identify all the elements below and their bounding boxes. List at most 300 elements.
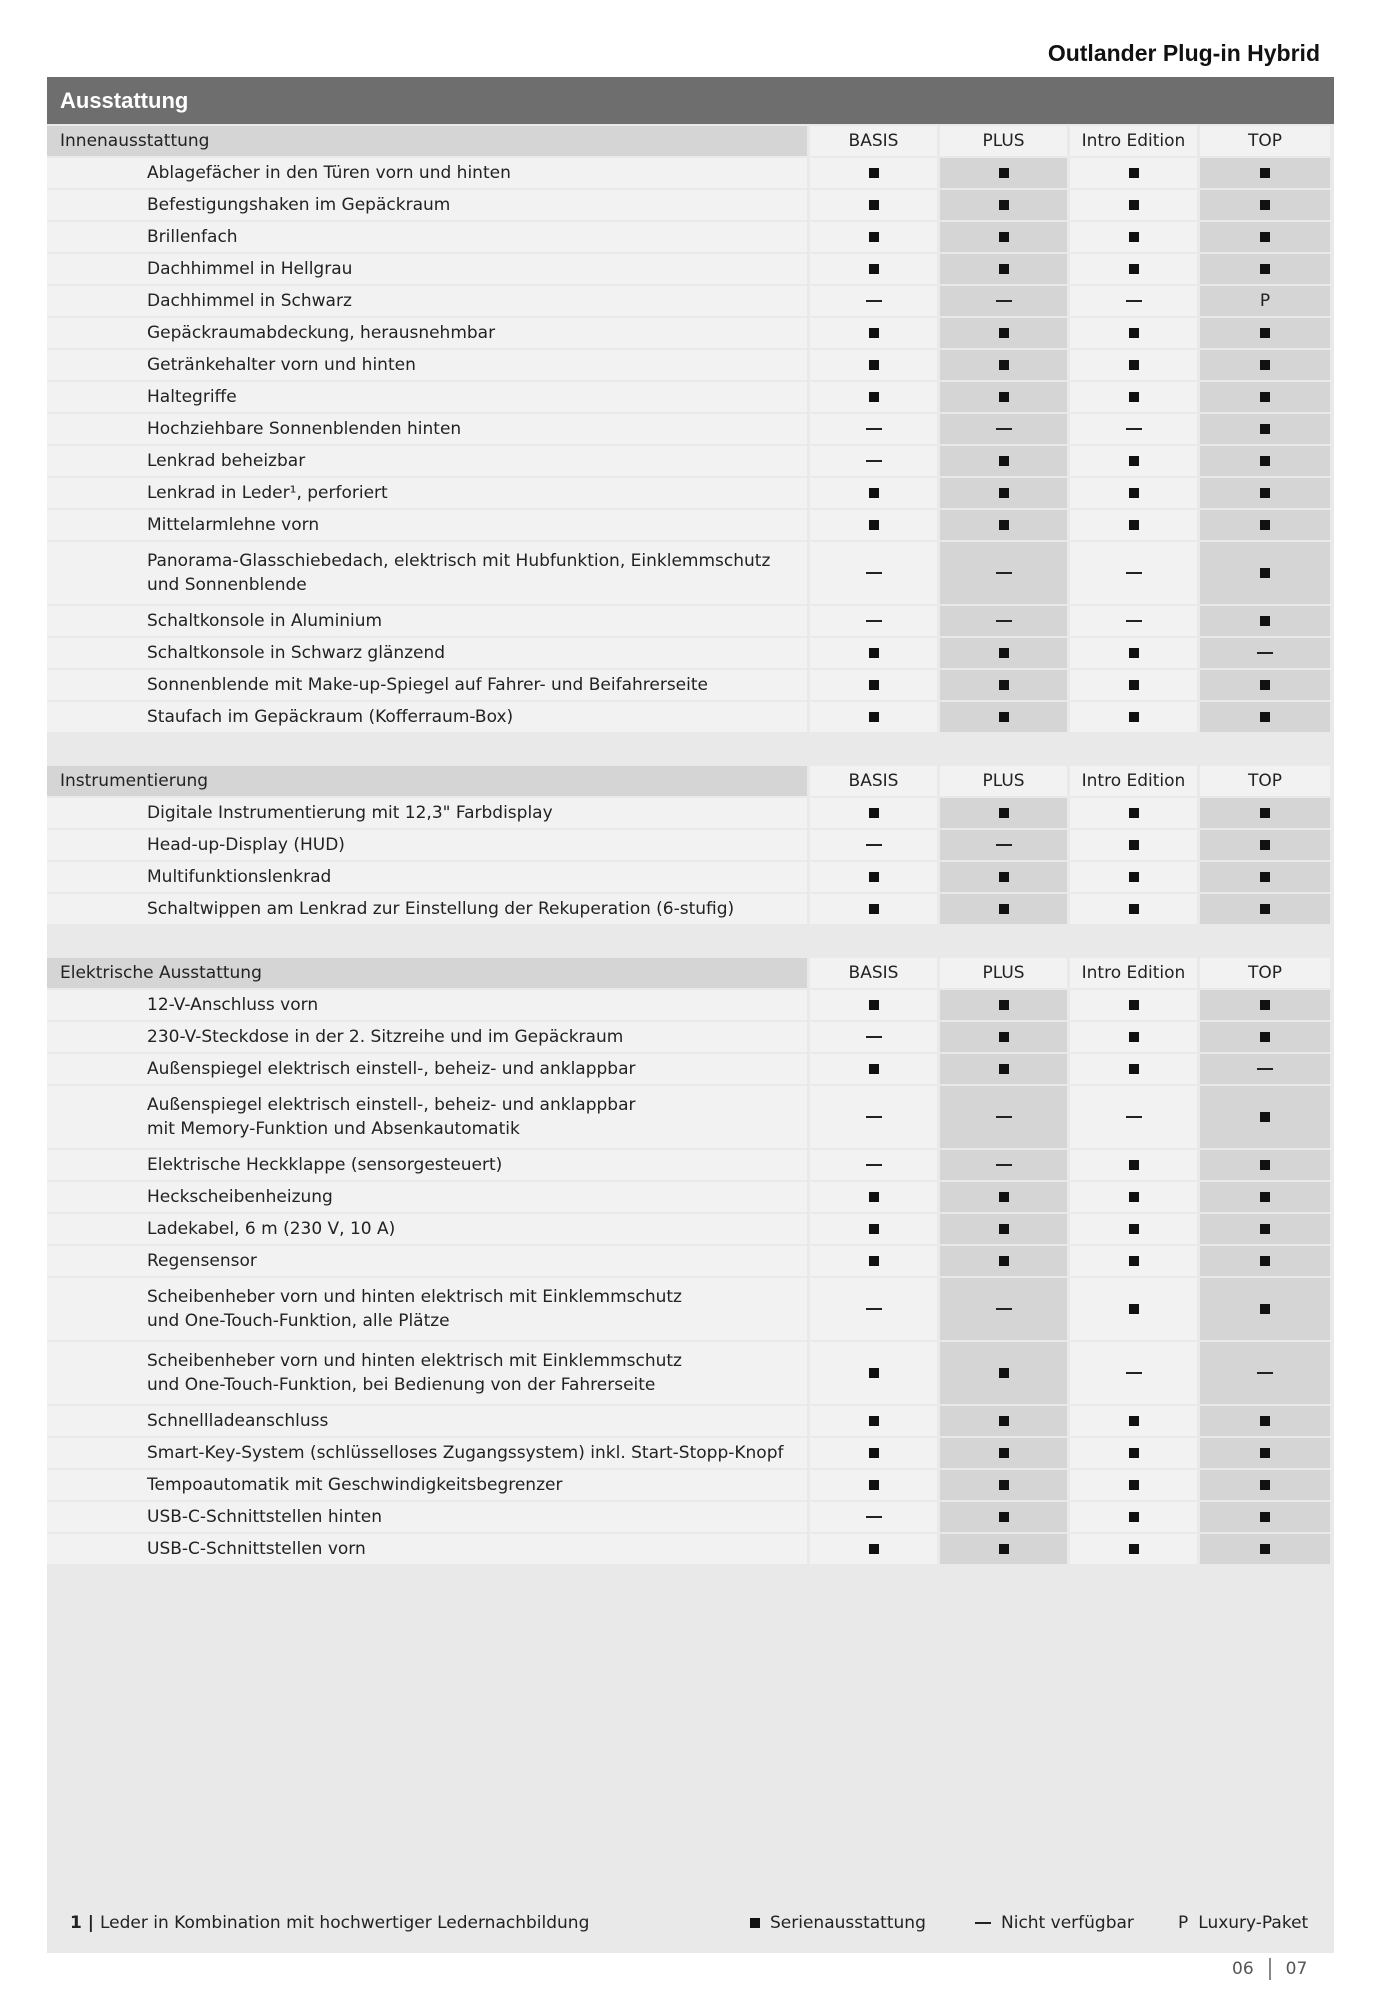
feature-label — [47, 1150, 807, 1180]
column-header: Intro Edition — [1070, 958, 1197, 988]
feature-label — [47, 1406, 807, 1436]
standard-square-icon — [999, 360, 1009, 370]
availability-cell — [1070, 1022, 1197, 1052]
availability-cell — [940, 446, 1067, 476]
availability-cell — [1200, 286, 1330, 316]
availability-cell — [940, 638, 1067, 668]
feature-label-line: Schaltkonsole in Schwarz glänzend — [147, 643, 446, 663]
availability-cell — [810, 254, 937, 284]
availability-cell — [1200, 382, 1330, 412]
table-row — [47, 1438, 1334, 1468]
availability-cell — [940, 1054, 1067, 1084]
standard-square-icon — [1260, 1000, 1270, 1010]
table-row — [47, 414, 1334, 444]
not-available-dash-icon — [996, 844, 1012, 846]
standard-square-icon — [1260, 680, 1270, 690]
availability-cell — [940, 1278, 1067, 1340]
feature-label — [47, 1086, 807, 1148]
feature-label — [47, 286, 807, 316]
availability-cell — [1070, 1086, 1197, 1148]
availability-cell — [940, 478, 1067, 508]
availability-cell — [1070, 702, 1197, 732]
standard-square-icon — [869, 520, 879, 530]
not-available-dash-icon — [1126, 572, 1142, 574]
feature-label — [47, 1502, 807, 1532]
standard-square-icon — [1260, 424, 1270, 434]
panel-title: Ausstattung — [47, 77, 1334, 124]
feature-label-line: Haltegriffe — [147, 387, 237, 407]
not-available-dash-icon — [996, 300, 1012, 302]
feature-label-line: USB-C-Schnittstellen hinten — [147, 1507, 383, 1527]
standard-square-icon — [1260, 1256, 1270, 1266]
availability-cell — [810, 1022, 937, 1052]
standard-square-icon — [1129, 1160, 1139, 1170]
availability-cell — [1070, 670, 1197, 700]
standard-square-icon — [1260, 1304, 1270, 1314]
not-available-dash-icon — [996, 428, 1012, 430]
availability-cell — [810, 350, 937, 380]
table-row — [47, 606, 1334, 636]
feature-label — [47, 1214, 807, 1244]
availability-cell — [1200, 1182, 1330, 1212]
table-row — [47, 190, 1334, 220]
table-row — [47, 1150, 1334, 1180]
standard-square-icon — [999, 1544, 1009, 1554]
standard-square-icon — [1129, 1416, 1139, 1426]
availability-cell — [1070, 990, 1197, 1020]
standard-square-icon — [1260, 232, 1270, 242]
table-row — [47, 1278, 1334, 1340]
availability-cell — [940, 350, 1067, 380]
standard-square-icon — [1260, 488, 1270, 498]
standard-square-icon — [1260, 904, 1270, 914]
feature-label — [47, 798, 807, 828]
availability-cell — [1070, 1278, 1197, 1340]
standard-square-icon — [999, 232, 1009, 242]
standard-square-icon — [1260, 456, 1270, 466]
table-row — [47, 382, 1334, 412]
feature-label-line: Elektrische Heckklappe (sensorgesteuert) — [147, 1155, 503, 1175]
standard-square-icon — [1260, 1512, 1270, 1522]
feature-label — [47, 1534, 807, 1564]
standard-square-icon — [1129, 488, 1139, 498]
standard-square-icon — [1129, 1256, 1139, 1266]
feature-label — [47, 990, 807, 1020]
standard-square-icon — [1129, 168, 1139, 178]
feature-label-line: Außenspiegel elektrisch einstell-, beheiz- und anklappbar — [147, 1059, 636, 1079]
standard-square-icon — [869, 808, 879, 818]
standard-square-icon — [999, 1512, 1009, 1522]
standard-square-icon — [999, 488, 1009, 498]
feature-label-line: Lenkrad in Leder¹, perforiert — [147, 483, 388, 503]
feature-label-line: Ladekabel, 6 m (230 V, 10 A) — [147, 1219, 396, 1239]
not-available-dash-icon — [975, 1922, 991, 1924]
availability-cell — [940, 1502, 1067, 1532]
availability-cell — [1070, 830, 1197, 860]
section-innenausstattung — [47, 126, 1334, 734]
not-available-dash-icon — [866, 300, 882, 302]
section-header-row — [47, 766, 1334, 796]
feature-label-line: Lenkrad beheizbar — [147, 451, 306, 471]
feature-label-line: und One-Touch-Funktion, bei Bedienung von der Fahrerseite — [147, 1375, 656, 1395]
availability-cell — [940, 1086, 1067, 1148]
availability-cell — [810, 1406, 937, 1436]
standard-square-icon — [869, 1368, 879, 1378]
availability-cell — [810, 1150, 937, 1180]
not-available-dash-icon — [996, 572, 1012, 574]
legend-package — [1178, 1913, 1308, 1933]
availability-cell — [1200, 478, 1330, 508]
availability-cell — [810, 894, 937, 924]
page-numbers — [1232, 1958, 1307, 1980]
table-row — [47, 1246, 1334, 1276]
standard-square-icon — [999, 872, 1009, 882]
availability-cell — [810, 190, 937, 220]
feature-label-line: Panorama-Glasschiebedach, elektrisch mit Hubfunktion, Einklemmschutz — [147, 551, 771, 571]
availability-cell — [940, 510, 1067, 540]
not-available-dash-icon — [866, 428, 882, 430]
standard-square-icon — [999, 456, 1009, 466]
not-available-dash-icon — [996, 620, 1012, 622]
standard-square-icon — [1129, 264, 1139, 274]
availability-cell — [1200, 638, 1330, 668]
standard-square-icon — [999, 328, 1009, 338]
availability-cell — [1070, 638, 1197, 668]
column-header: PLUS — [940, 766, 1067, 796]
availability-cell — [1070, 1534, 1197, 1564]
availability-cell — [810, 670, 937, 700]
availability-cell — [1070, 1182, 1197, 1212]
availability-cell — [940, 894, 1067, 924]
standard-square-icon — [869, 1256, 879, 1266]
feature-label-line: 230-V-Steckdose in der 2. Sitzreihe und im Gepäckraum — [147, 1027, 624, 1047]
availability-cell — [1200, 1342, 1330, 1404]
availability-cell — [940, 318, 1067, 348]
feature-label — [47, 350, 807, 380]
standard-square-icon — [869, 1224, 879, 1234]
not-available-dash-icon — [996, 1308, 1012, 1310]
standard-square-icon — [1129, 1000, 1139, 1010]
not-available-dash-icon — [866, 620, 882, 622]
page-number-right: 07 — [1285, 1959, 1308, 1979]
table-row — [47, 670, 1334, 700]
availability-cell — [940, 990, 1067, 1020]
standard-square-icon — [1129, 1064, 1139, 1074]
standard-square-icon — [1260, 1544, 1270, 1554]
availability-cell — [1200, 414, 1330, 444]
standard-square-icon — [869, 1448, 879, 1458]
availability-cell — [1070, 1150, 1197, 1180]
availability-cell — [1200, 702, 1330, 732]
availability-cell — [940, 1246, 1067, 1276]
availability-cell — [940, 1406, 1067, 1436]
legend-package-label: Luxury-Paket — [1198, 1913, 1309, 1933]
standard-square-icon — [999, 1064, 1009, 1074]
standard-square-icon — [1129, 872, 1139, 882]
availability-cell — [810, 606, 937, 636]
availability-cell — [1070, 1342, 1197, 1404]
availability-cell — [810, 702, 937, 732]
availability-cell — [1070, 1502, 1197, 1532]
standard-square-icon — [1129, 1192, 1139, 1202]
table-row — [47, 254, 1334, 284]
availability-cell — [810, 1054, 937, 1084]
feature-label — [47, 1438, 807, 1468]
footnote — [70, 1913, 589, 1933]
not-available-dash-icon — [1257, 1068, 1273, 1070]
not-available-dash-icon — [866, 460, 882, 462]
feature-label — [47, 478, 807, 508]
standard-square-icon — [869, 1544, 879, 1554]
availability-cell — [940, 606, 1067, 636]
availability-cell — [810, 830, 937, 860]
standard-square-icon — [1129, 904, 1139, 914]
standard-square-icon — [999, 904, 1009, 914]
availability-cell — [1070, 158, 1197, 188]
availability-cell — [940, 1534, 1067, 1564]
availability-cell — [1070, 1438, 1197, 1468]
table-row — [47, 1214, 1334, 1244]
standard-square-icon — [869, 392, 879, 402]
standard-square-icon — [1129, 1448, 1139, 1458]
table-row — [47, 894, 1334, 924]
column-header: BASIS — [810, 126, 937, 156]
availability-cell — [1070, 1214, 1197, 1244]
table-row — [47, 222, 1334, 252]
feature-label-line: Multifunktionslenkrad — [147, 867, 332, 887]
column-header: Intro Edition — [1070, 126, 1197, 156]
feature-label-line: Befestigungshaken im Gepäckraum — [147, 195, 451, 215]
feature-label-line: Dachhimmel in Hellgrau — [147, 259, 353, 279]
standard-square-icon — [999, 392, 1009, 402]
standard-square-icon — [1260, 392, 1270, 402]
availability-cell — [1070, 1406, 1197, 1436]
feature-label-line: Schnellladeanschluss — [147, 1411, 329, 1431]
availability-cell — [1070, 222, 1197, 252]
column-header: BASIS — [810, 766, 937, 796]
availability-cell — [1200, 670, 1330, 700]
availability-cell — [940, 1470, 1067, 1500]
column-header: Intro Edition — [1070, 766, 1197, 796]
feature-label — [47, 382, 807, 412]
availability-cell — [1200, 254, 1330, 284]
legend-standard — [750, 1913, 926, 1933]
standard-square-icon — [999, 648, 1009, 658]
feature-label — [47, 190, 807, 220]
feature-label — [47, 1342, 807, 1404]
standard-square-icon — [869, 648, 879, 658]
standard-square-icon — [869, 1192, 879, 1202]
standard-square-icon — [1260, 520, 1270, 530]
feature-label-line: Schaltkonsole in Aluminium — [147, 611, 383, 631]
feature-label-line: Brillenfach — [147, 227, 238, 247]
standard-square-icon — [1260, 1160, 1270, 1170]
feature-label — [47, 158, 807, 188]
standard-square-icon — [999, 1032, 1009, 1042]
availability-cell — [1070, 382, 1197, 412]
standard-square-icon — [999, 520, 1009, 530]
table-row — [47, 1182, 1334, 1212]
availability-cell — [940, 798, 1067, 828]
standard-square-icon — [1129, 392, 1139, 402]
section-title: Innenausstattung — [47, 126, 807, 156]
feature-label — [47, 510, 807, 540]
footnote-mark: 1 | — [70, 1913, 94, 1933]
not-available-dash-icon — [1126, 428, 1142, 430]
table-row — [47, 158, 1334, 188]
standard-square-icon — [999, 168, 1009, 178]
not-available-dash-icon — [866, 1036, 882, 1038]
table-row — [47, 318, 1334, 348]
standard-square-icon — [1129, 200, 1139, 210]
page-number-left: 06 — [1232, 1959, 1254, 1979]
availability-cell — [1200, 1278, 1330, 1340]
availability-cell — [1200, 190, 1330, 220]
standard-square-icon — [1129, 1224, 1139, 1234]
legend-not-available — [975, 1913, 1134, 1933]
feature-label — [47, 254, 807, 284]
standard-square-icon — [999, 1368, 1009, 1378]
feature-label — [47, 702, 807, 732]
availability-cell — [810, 1246, 937, 1276]
standard-square-icon — [1260, 168, 1270, 178]
availability-cell — [810, 862, 937, 892]
availability-cell — [810, 1182, 937, 1212]
feature-label-line: mit Memory-Funktion und Absenkautomatik — [147, 1119, 520, 1139]
standard-square-icon — [999, 1224, 1009, 1234]
availability-cell — [940, 286, 1067, 316]
footnote-text: Leder in Kombination mit hochwertiger Ledernachbildung — [99, 1913, 590, 1933]
column-header: PLUS — [940, 958, 1067, 988]
document-title: Outlander Plug-in Hybrid — [1047, 40, 1320, 66]
table-row — [47, 1054, 1334, 1084]
availability-cell — [1070, 318, 1197, 348]
feature-label-line: und Sonnenblende — [147, 575, 307, 595]
availability-cell — [810, 1470, 937, 1500]
equipment-panel — [47, 77, 1334, 1953]
availability-cell — [1070, 478, 1197, 508]
legend-standard-label: Serienausstattung — [770, 1913, 926, 1933]
table-row — [47, 1406, 1334, 1436]
not-available-dash-icon — [1257, 652, 1273, 654]
feature-label-line: USB-C-Schnittstellen vorn — [147, 1539, 366, 1559]
standard-square-icon — [869, 488, 879, 498]
availability-cell — [810, 382, 937, 412]
standard-square-icon — [1260, 872, 1270, 882]
availability-cell — [1200, 862, 1330, 892]
availability-cell — [1200, 1054, 1330, 1084]
standard-square-icon — [1260, 360, 1270, 370]
standard-square-icon — [1129, 456, 1139, 466]
availability-cell — [940, 414, 1067, 444]
feature-label-line: Außenspiegel elektrisch einstell-, beheiz- und anklappbar — [147, 1095, 636, 1115]
standard-square-icon — [1129, 232, 1139, 242]
not-available-dash-icon — [866, 1164, 882, 1166]
feature-label-line: Schaltwippen am Lenkrad zur Einstellung der Rekuperation (6-stufig) — [147, 899, 735, 919]
standard-square-icon — [1260, 616, 1270, 626]
availability-cell — [940, 1022, 1067, 1052]
feature-label — [47, 1182, 807, 1212]
feature-label — [47, 862, 807, 892]
standard-square-icon — [999, 808, 1009, 818]
table-row — [47, 702, 1334, 732]
availability-cell — [810, 1502, 937, 1532]
availability-cell — [1200, 1406, 1330, 1436]
not-available-dash-icon — [866, 1516, 882, 1518]
availability-cell — [1070, 414, 1197, 444]
availability-cell — [1200, 542, 1330, 604]
feature-label — [47, 318, 807, 348]
availability-cell — [810, 1438, 937, 1468]
availability-cell — [810, 414, 937, 444]
standard-square-icon — [999, 264, 1009, 274]
standard-square-icon — [1129, 648, 1139, 658]
availability-cell — [1200, 1502, 1330, 1532]
availability-cell — [940, 1342, 1067, 1404]
not-available-dash-icon — [1257, 1372, 1273, 1374]
standard-square-icon — [1260, 1224, 1270, 1234]
availability-cell — [1200, 798, 1330, 828]
availability-cell — [1070, 254, 1197, 284]
standard-square-icon — [999, 1448, 1009, 1458]
section-title: Instrumentierung — [47, 766, 807, 796]
availability-cell — [1200, 1438, 1330, 1468]
not-available-dash-icon — [866, 1308, 882, 1310]
table-row — [47, 286, 1334, 316]
standard-square-icon — [1260, 328, 1270, 338]
availability-cell — [810, 222, 937, 252]
column-header: TOP — [1200, 766, 1330, 796]
feature-label-line: Sonnenblende mit Make-up-Spiegel auf Fahrer- und Beifahrerseite — [147, 675, 708, 695]
availability-cell — [1200, 1246, 1330, 1276]
feature-label-line: Scheibenheber vorn und hinten elektrisch mit Einklemmschutz — [147, 1287, 682, 1307]
availability-cell — [810, 638, 937, 668]
feature-label — [47, 1470, 807, 1500]
table-row — [47, 862, 1334, 892]
page-separator — [1269, 1958, 1271, 1980]
feature-label-line: Digitale Instrumentierung mit 12,3" Farbdisplay — [147, 803, 553, 823]
standard-square-icon — [1129, 1304, 1139, 1314]
standard-square-icon — [1260, 840, 1270, 850]
package-p-symbol: P — [1259, 291, 1271, 311]
not-available-dash-icon — [996, 1164, 1012, 1166]
standard-square-icon — [999, 712, 1009, 722]
standard-square-icon — [869, 360, 879, 370]
availability-cell — [1200, 158, 1330, 188]
standard-square-icon — [999, 1416, 1009, 1426]
table-row — [47, 1470, 1334, 1500]
availability-cell — [940, 1438, 1067, 1468]
column-header: BASIS — [810, 958, 937, 988]
feature-label-line: Dachhimmel in Schwarz — [147, 291, 352, 311]
standard-square-icon — [1129, 328, 1139, 338]
standard-square-icon — [999, 1000, 1009, 1010]
standard-square-icon — [869, 712, 879, 722]
legend-not-available-label: Nicht verfügbar — [1001, 1913, 1134, 1933]
availability-cell — [1070, 606, 1197, 636]
feature-label — [47, 1022, 807, 1052]
availability-cell — [940, 222, 1067, 252]
availability-cell — [810, 286, 937, 316]
column-header: TOP — [1200, 958, 1330, 988]
standard-square-icon — [999, 1256, 1009, 1266]
standard-square-icon — [999, 1192, 1009, 1202]
availability-cell — [1200, 830, 1330, 860]
availability-cell — [1070, 798, 1197, 828]
standard-square-icon — [1129, 808, 1139, 818]
not-available-dash-icon — [996, 1116, 1012, 1118]
standard-square-icon — [1129, 1480, 1139, 1490]
